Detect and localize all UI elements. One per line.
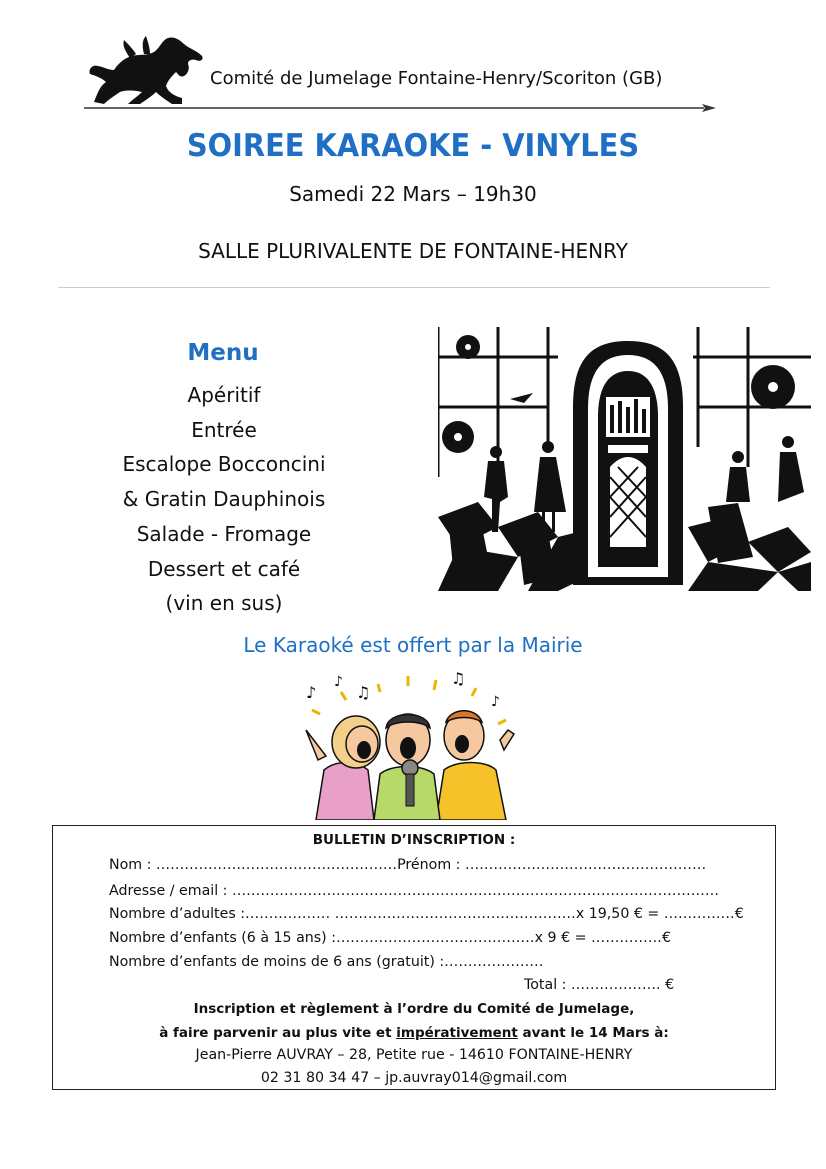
event-venue: SALLE PLURIVALENTE DE FONTAINE-HENRY — [198, 239, 628, 263]
svg-text:♪: ♪ — [491, 694, 500, 710]
deadline-emphasis: impérativement — [396, 1025, 518, 1041]
payment-note: Inscription et règlement à l’ordre du Comité de Jumelage, — [193, 1001, 635, 1017]
name-field: Nom : ……………………………………………Prénom : …………………………………………… — [109, 857, 707, 873]
registration-form — [52, 825, 776, 1090]
menu-item: Escalope Bocconcini — [122, 452, 326, 477]
svg-text:♫: ♫ — [451, 670, 466, 688]
adults-field: Nombre d’adultes :……………… ……………………………………………x 19,50 € = ……………€ — [109, 906, 744, 922]
deadline-note — [53, 1025, 775, 1041]
jukebox-illustration — [438, 327, 811, 591]
menu-item: Dessert et café — [147, 556, 301, 581]
karaoke-offer: Le Karaoké est offert par la Mairie — [243, 633, 583, 657]
form-title: BULLETIN D’INSCRIPTION : — [312, 832, 516, 848]
deadline-text-end: avant le 14 Mars à: — [517, 1025, 669, 1041]
event-title: SOIREE KARAOKE - VINYLES — [186, 128, 640, 164]
arrow-divider — [84, 104, 716, 112]
menu-item: & Gratin Dauphinois — [122, 487, 326, 512]
contact-address: Jean-Pierre AUVRAY – 28, Petite rue - 14610 FONTAINE-HENRY — [195, 1047, 633, 1063]
address-field: Adresse / email : …………………………………………………………………………………………. — [109, 883, 719, 899]
svg-text:♫: ♫ — [356, 683, 371, 702]
total-field: Total : ………………. € — [524, 977, 675, 993]
children-field: Nombre d’enfants (6 à 15 ans) :……………………………………x 9 € = ……………€ — [109, 930, 671, 946]
rearing-horse-icon — [84, 34, 214, 108]
menu-list — [98, 378, 350, 621]
deadline-text: à faire parvenir au plus vite et — [159, 1025, 397, 1041]
small-children-field: Nombre d’enfants de moins de 6 ans (gratuit) :………………… — [109, 954, 544, 970]
event-date: Samedi 22 Mars – 19h30 — [289, 182, 537, 206]
menu-item: Salade - Fromage — [136, 521, 312, 546]
menu-item: (vin en sus) — [165, 591, 283, 616]
svg-text:♪: ♪ — [334, 674, 343, 690]
contact-phone-email: 02 31 80 34 47 – jp.auvray014@gmail.com — [260, 1070, 568, 1086]
karaoke-singers-illustration — [296, 670, 522, 820]
svg-text:♪: ♪ — [306, 683, 317, 702]
menu-item: Entrée — [191, 417, 257, 442]
committee-name: Comité de Jumelage Fontaine-Henry/Scoriton (GB) — [210, 68, 663, 89]
menu-title: Menu — [187, 340, 259, 366]
menu-item: Apéritif — [187, 383, 261, 407]
divider — [58, 287, 770, 288]
